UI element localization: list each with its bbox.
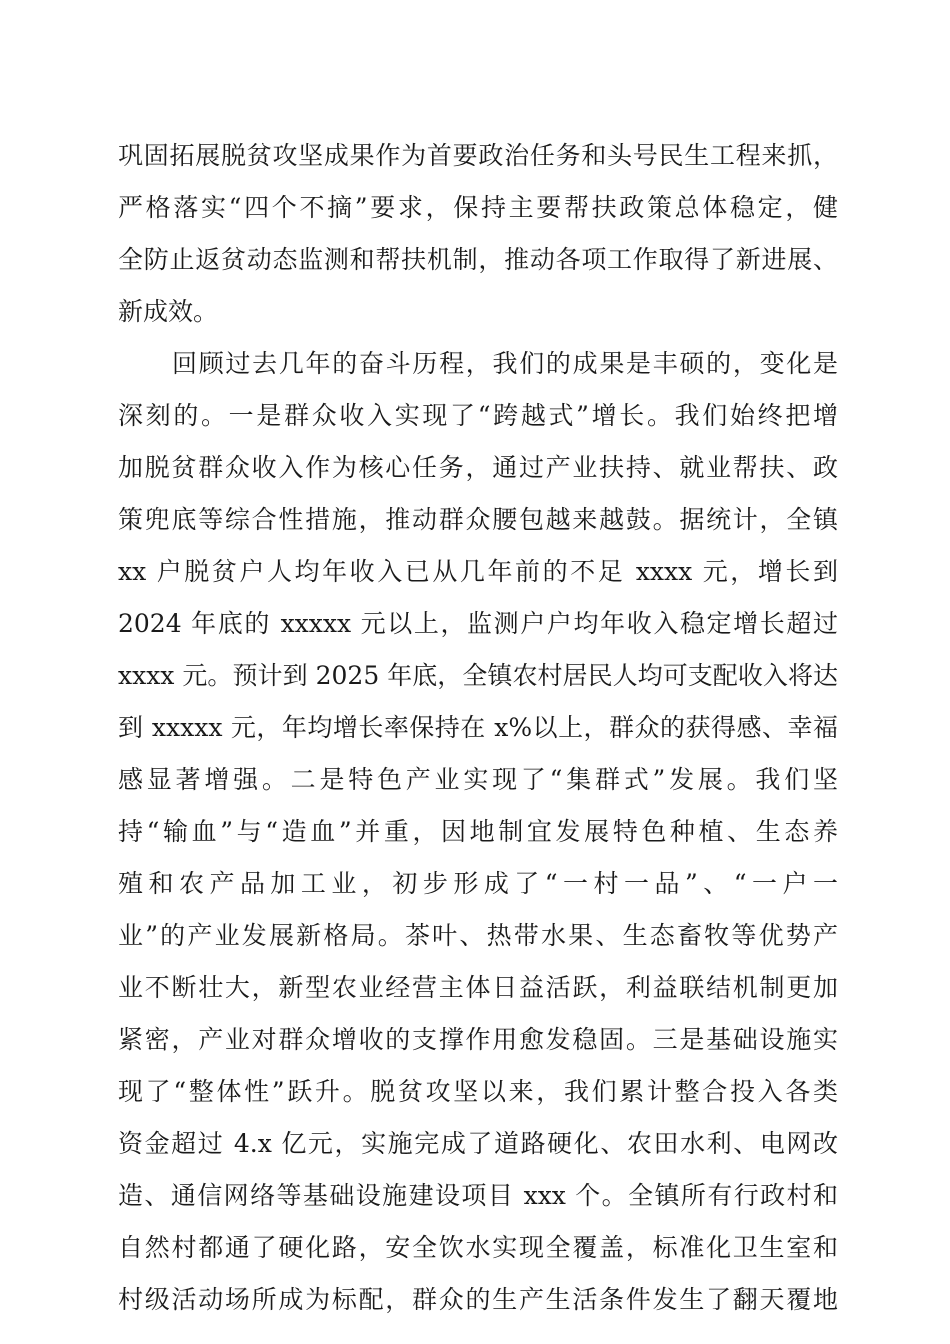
paragraph-2-line: xx 户脱贫户人均年收入已从几年前的不足 xxxx 元，增长到 <box>118 557 838 586</box>
paragraph-2-line: 策兜底等综合性措施，推动群众腰包越来越鼓。据统计，全镇 <box>118 505 838 534</box>
paragraph-1 <box>118 139 838 347</box>
paragraph-2-line: 现了“整体性”跃升。脱贫攻坚以来，我们累计整合投入各类 <box>118 1077 838 1106</box>
paragraph-2-line: 深刻的。一是群众收入实现了“跨越式”增长。我们始终把增 <box>118 401 838 430</box>
paragraph-1-line: 新成效。 <box>118 297 219 326</box>
paragraph-1-line: 巩固拓展脱贫攻坚成果作为首要政治任务和头号民生工程来抓， <box>118 141 838 170</box>
paragraph-2-line: 到 xxxxx 元，年均增长率保持在 x%以上，群众的获得感、幸福 <box>118 713 838 742</box>
paragraph-2-line: 业”的产业发展新格局。茶叶、热带水果、生态畜牧等优势产 <box>118 921 838 950</box>
paragraph-1-line: 严格落实“四个不摘”要求，保持主要帮扶政策总体稳定，健 <box>118 193 838 222</box>
paragraph-2-line: 回顾过去几年的奋斗历程，我们的成果是丰硕的，变化是 <box>172 349 838 378</box>
paragraph-2-line: 殖和农产品加工业，初步形成了“一村一品”、“一户一 <box>118 869 838 898</box>
paragraph-2-line: 紧密，产业对群众增收的支撑作用愈发稳固。三是基础设施实 <box>118 1025 838 1054</box>
paragraph-1-line: 全防止返贫动态监测和帮扶机制，推动各项工作取得了新进展、 <box>118 245 838 274</box>
paragraph-2-line: 资金超过 4.x 亿元，实施完成了道路硬化、农田水利、电网改 <box>118 1129 838 1158</box>
paragraph-2-line: xxxx 元。预计到 2025 年底，全镇农村居民人均可支配收入将达 <box>118 661 838 690</box>
paragraph-2-line: 造、通信网络等基础设施建设项目 xxx 个。全镇所有行政村和 <box>118 1181 838 1210</box>
paragraph-2-line: 加脱贫群众收入作为核心任务，通过产业扶持、就业帮扶、政 <box>118 453 838 482</box>
paragraph-2-line: 业不断壮大，新型农业经营主体日益活跃，利益联结机制更加 <box>118 973 838 1002</box>
paragraph-2-line: 感显著增强。二是特色产业实现了“集群式”发展。我们坚 <box>118 765 838 794</box>
paragraph-2-line: 村级活动场所成为标配，群众的生产生活条件发生了翻天覆地 <box>118 1285 838 1314</box>
paragraph-2-line: 2024 年底的 xxxxx 元以上，监测户户均年收入稳定增长超过 <box>118 609 838 638</box>
paragraph-2 <box>118 347 838 1335</box>
body-text <box>118 139 838 1335</box>
paragraph-2-line: 自然村都通了硬化路，安全饮水实现全覆盖，标准化卫生室和 <box>118 1233 838 1262</box>
paragraph-2-line: 持“输血”与“造血”并重，因地制宜发展特色种植、生态养 <box>118 817 838 846</box>
